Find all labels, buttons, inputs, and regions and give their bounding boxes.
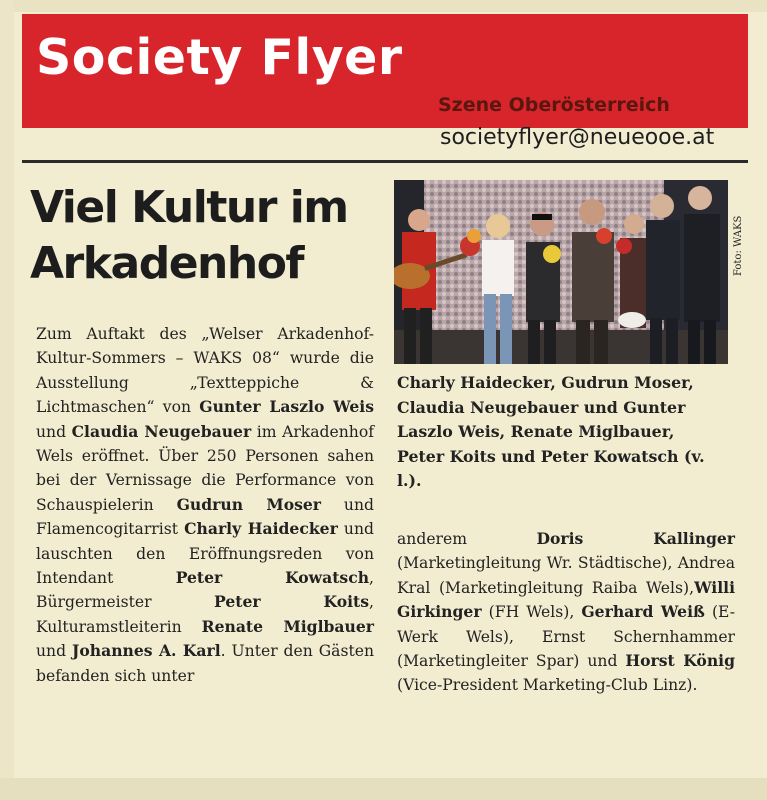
body-text: und bbox=[36, 422, 72, 441]
body-text: und lauschten den Eröffnungsreden von Intendant bbox=[36, 520, 374, 588]
person-name: Johannes A. Karl bbox=[71, 641, 221, 661]
body-text: anderem bbox=[397, 530, 537, 548]
body-text: . Unter den Gästen befanden sich unter bbox=[36, 642, 375, 685]
body-text: (E-Werk Wels), Ernst Schernhammer (Marketingleiter Spar) und bbox=[397, 603, 735, 671]
body-text: (Marketingleitung Wr. Städtische), Andrea Kral (Marketingleitung Raiba Wels), bbox=[397, 554, 735, 597]
masthead-title: Society Flyer bbox=[36, 29, 403, 86]
person-name: Claudia Neugebauer bbox=[71, 421, 252, 441]
person-name: Renate Miglbauer bbox=[201, 616, 374, 636]
article-headline: Viel Kultur im Arkadenhof bbox=[30, 182, 348, 289]
person-name: Peter Kowatsch bbox=[175, 568, 370, 588]
scan-edge-bottom bbox=[0, 778, 767, 800]
body-text: und Flamencogitarrist bbox=[36, 495, 374, 539]
body-text: im Arkadenhof Wels eröffnet. Über 250 Personen sahen bei der Vernissage die Performance von Schauspielerin bbox=[36, 422, 374, 514]
body-text: (Vice-President Marketing-Club Linz). bbox=[397, 676, 698, 695]
person-name: Horst König bbox=[625, 651, 735, 671]
person-name: Gudrun Moser bbox=[176, 494, 322, 514]
body-text: Zum Auftakt des „Welser Arkadenhof-Kultur-Sommers – WAKS 08“ wurde die Ausstellung „Textteppiche & Lichtmaschen“ von bbox=[36, 325, 374, 417]
person-name: Charly Haidecker bbox=[184, 519, 338, 539]
person-name: Gunter Laszlo Weis bbox=[199, 397, 374, 417]
contact-email[interactable]: societyflyer@neueooe.at bbox=[440, 125, 715, 150]
body-text: (FH Wels), bbox=[481, 603, 582, 622]
event-photo-illustration bbox=[394, 180, 728, 364]
person-name: Willi Girkinger bbox=[397, 577, 735, 622]
article-body-column-2 bbox=[397, 527, 735, 698]
body-text: und bbox=[36, 642, 72, 661]
article-body-column-1 bbox=[36, 322, 374, 688]
photo-caption: Charly Haidecker, Gudrun Moser, Claudia Neugebauer und Gunter Laszlo Weis, Renate Miglbauer, Peter Koits und Peter Kowatsch (v. l.). bbox=[397, 373, 705, 490]
body-text: , Bürgermeister bbox=[36, 569, 374, 612]
person-name: Peter Koits bbox=[214, 592, 370, 612]
scan-edge-left bbox=[0, 0, 14, 800]
header-rule bbox=[22, 160, 748, 163]
person-name: Gerhard Weiß bbox=[581, 602, 705, 622]
scan-edge-top bbox=[0, 0, 767, 12]
person-name: Doris Kallinger bbox=[536, 529, 735, 548]
region-label: Szene Oberösterreich bbox=[438, 94, 670, 116]
event-photo bbox=[394, 180, 728, 364]
photo-credit: Foto: WAKS bbox=[733, 215, 744, 276]
body-text: , Kulturamstleiterin bbox=[36, 593, 374, 636]
